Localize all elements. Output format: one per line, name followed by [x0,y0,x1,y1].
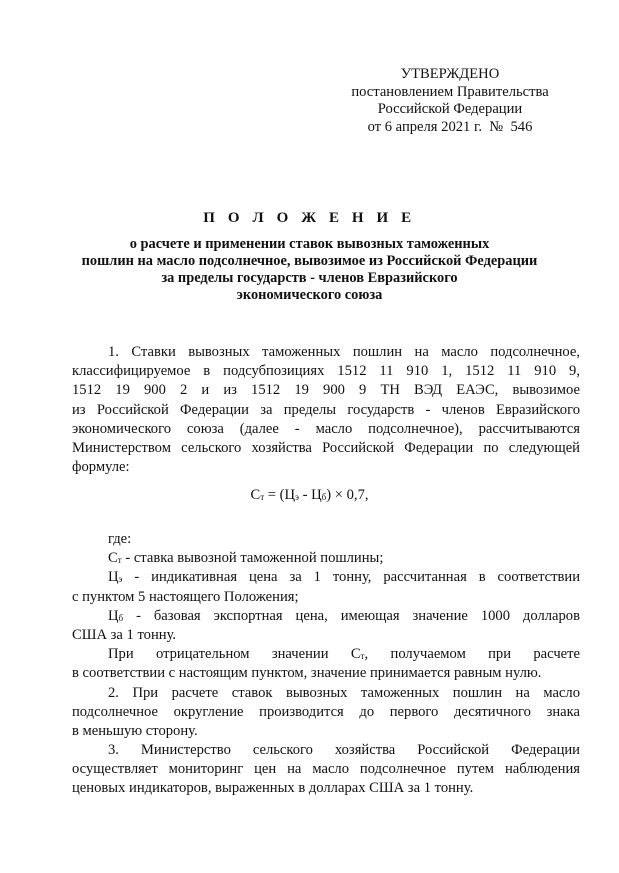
paragraph-line: ценовых индикаторов, выраженных в долларах США за 1 тонну. [72,780,474,797]
paragraph-line: формуле: [72,459,130,476]
definition-text: - индикативная цена за 1 тонну, рассчитанная в соответствии [122,569,580,586]
approval-heading: УТВЕРЖДЕНО [400,66,500,82]
approval-line: Российской Федерации [377,101,523,117]
formula-symbol: С [250,487,261,503]
formula-part: - Ц [298,487,322,503]
paragraph-line: экономического союза (далее - масло подсолнечное), рассчитываются [72,420,580,437]
approval-block [300,66,600,136]
definition-text: - базовая экспортная цена, имеющая значение 1000 долларов [123,607,580,624]
paragraph-line: 2. При расчете ставок вывозных таможенных пошлин на масло [108,684,580,701]
paragraph-line: в соответствии с настоящим пунктом, значение принимается равным нулю. [72,665,542,682]
symbol: Ц [108,607,119,624]
subtitle-line: экономического союза [236,287,383,303]
subscript: т [360,651,365,662]
subscript: б [118,612,124,623]
definition-cb [72,607,580,626]
subtitle-line: о расчете и применении ставок вывозных таможенных [129,236,490,252]
paragraph-line: 1. Ставки вывозных таможенных пошлин на масло подсолнечное, [108,344,580,360]
subtitle-line: за пределы государств - членов Евразийского [161,270,458,286]
paragraph-1 [72,343,580,477]
negative-value-line [72,645,580,664]
formula [0,487,619,504]
approval-date: от 6 апреля 2021 г. № 546 [367,118,533,135]
subtitle-line: пошлин на масло подсолнечное, вывозимое из Российской Федерации [81,253,538,269]
paragraph-line: 3. Министерство сельского хозяйства Российской Федерации [108,742,580,759]
formula-subscript: б [321,492,327,502]
document-subtitle [0,236,619,304]
symbol: Ц [108,569,119,586]
paragraph-line: с пунктом 5 настоящего Положения; [72,588,299,605]
paragraph-line: классифицируемое в подсубпозициях 1512 11 910 1, 1512 11 910 9, [72,363,580,380]
text: , получаемом при расчете [364,646,580,663]
text: При отрицательном значении С [108,646,361,663]
paragraph-line: в меньшую сторону. [72,722,198,739]
formula-subscript: т [260,492,265,502]
definition-ce [72,568,580,587]
formula-part: = (Ц [264,487,296,503]
paragraph-line: США за 1 тонну. [72,626,177,643]
paragraph-line: из Российской Федерации за пределы государств - членов Евразийского [72,401,580,418]
document-title: П О Л О Ж Е Н И Е [203,210,416,226]
subscript: э [118,574,123,585]
paragraph-line: осуществляет мониторинг цен на масло подсолнечное путем наблюдения [72,761,580,778]
approval-line: постановлением Правительства [351,83,549,100]
formula-part: ) × 0,7, [326,487,369,503]
paragraph-line: Министерством сельского хозяйства Российской Федерации по следующей [72,439,580,456]
where-label: где: [108,531,132,547]
definition-text: - ставка вывозной таможенной пошлины; [121,550,384,567]
paragraph-line: 1512 19 900 2 и из 1512 19 900 9 ТН ВЭД ЕАЭС, вывозимое [72,382,580,399]
paragraph-line: подсолнечное округление производится до первого десятичного знака [72,703,580,720]
definition-ct [72,549,580,568]
symbol: С [108,550,118,567]
subscript: т [117,555,122,566]
formula-subscript: э [295,492,299,502]
definitions [72,530,580,799]
